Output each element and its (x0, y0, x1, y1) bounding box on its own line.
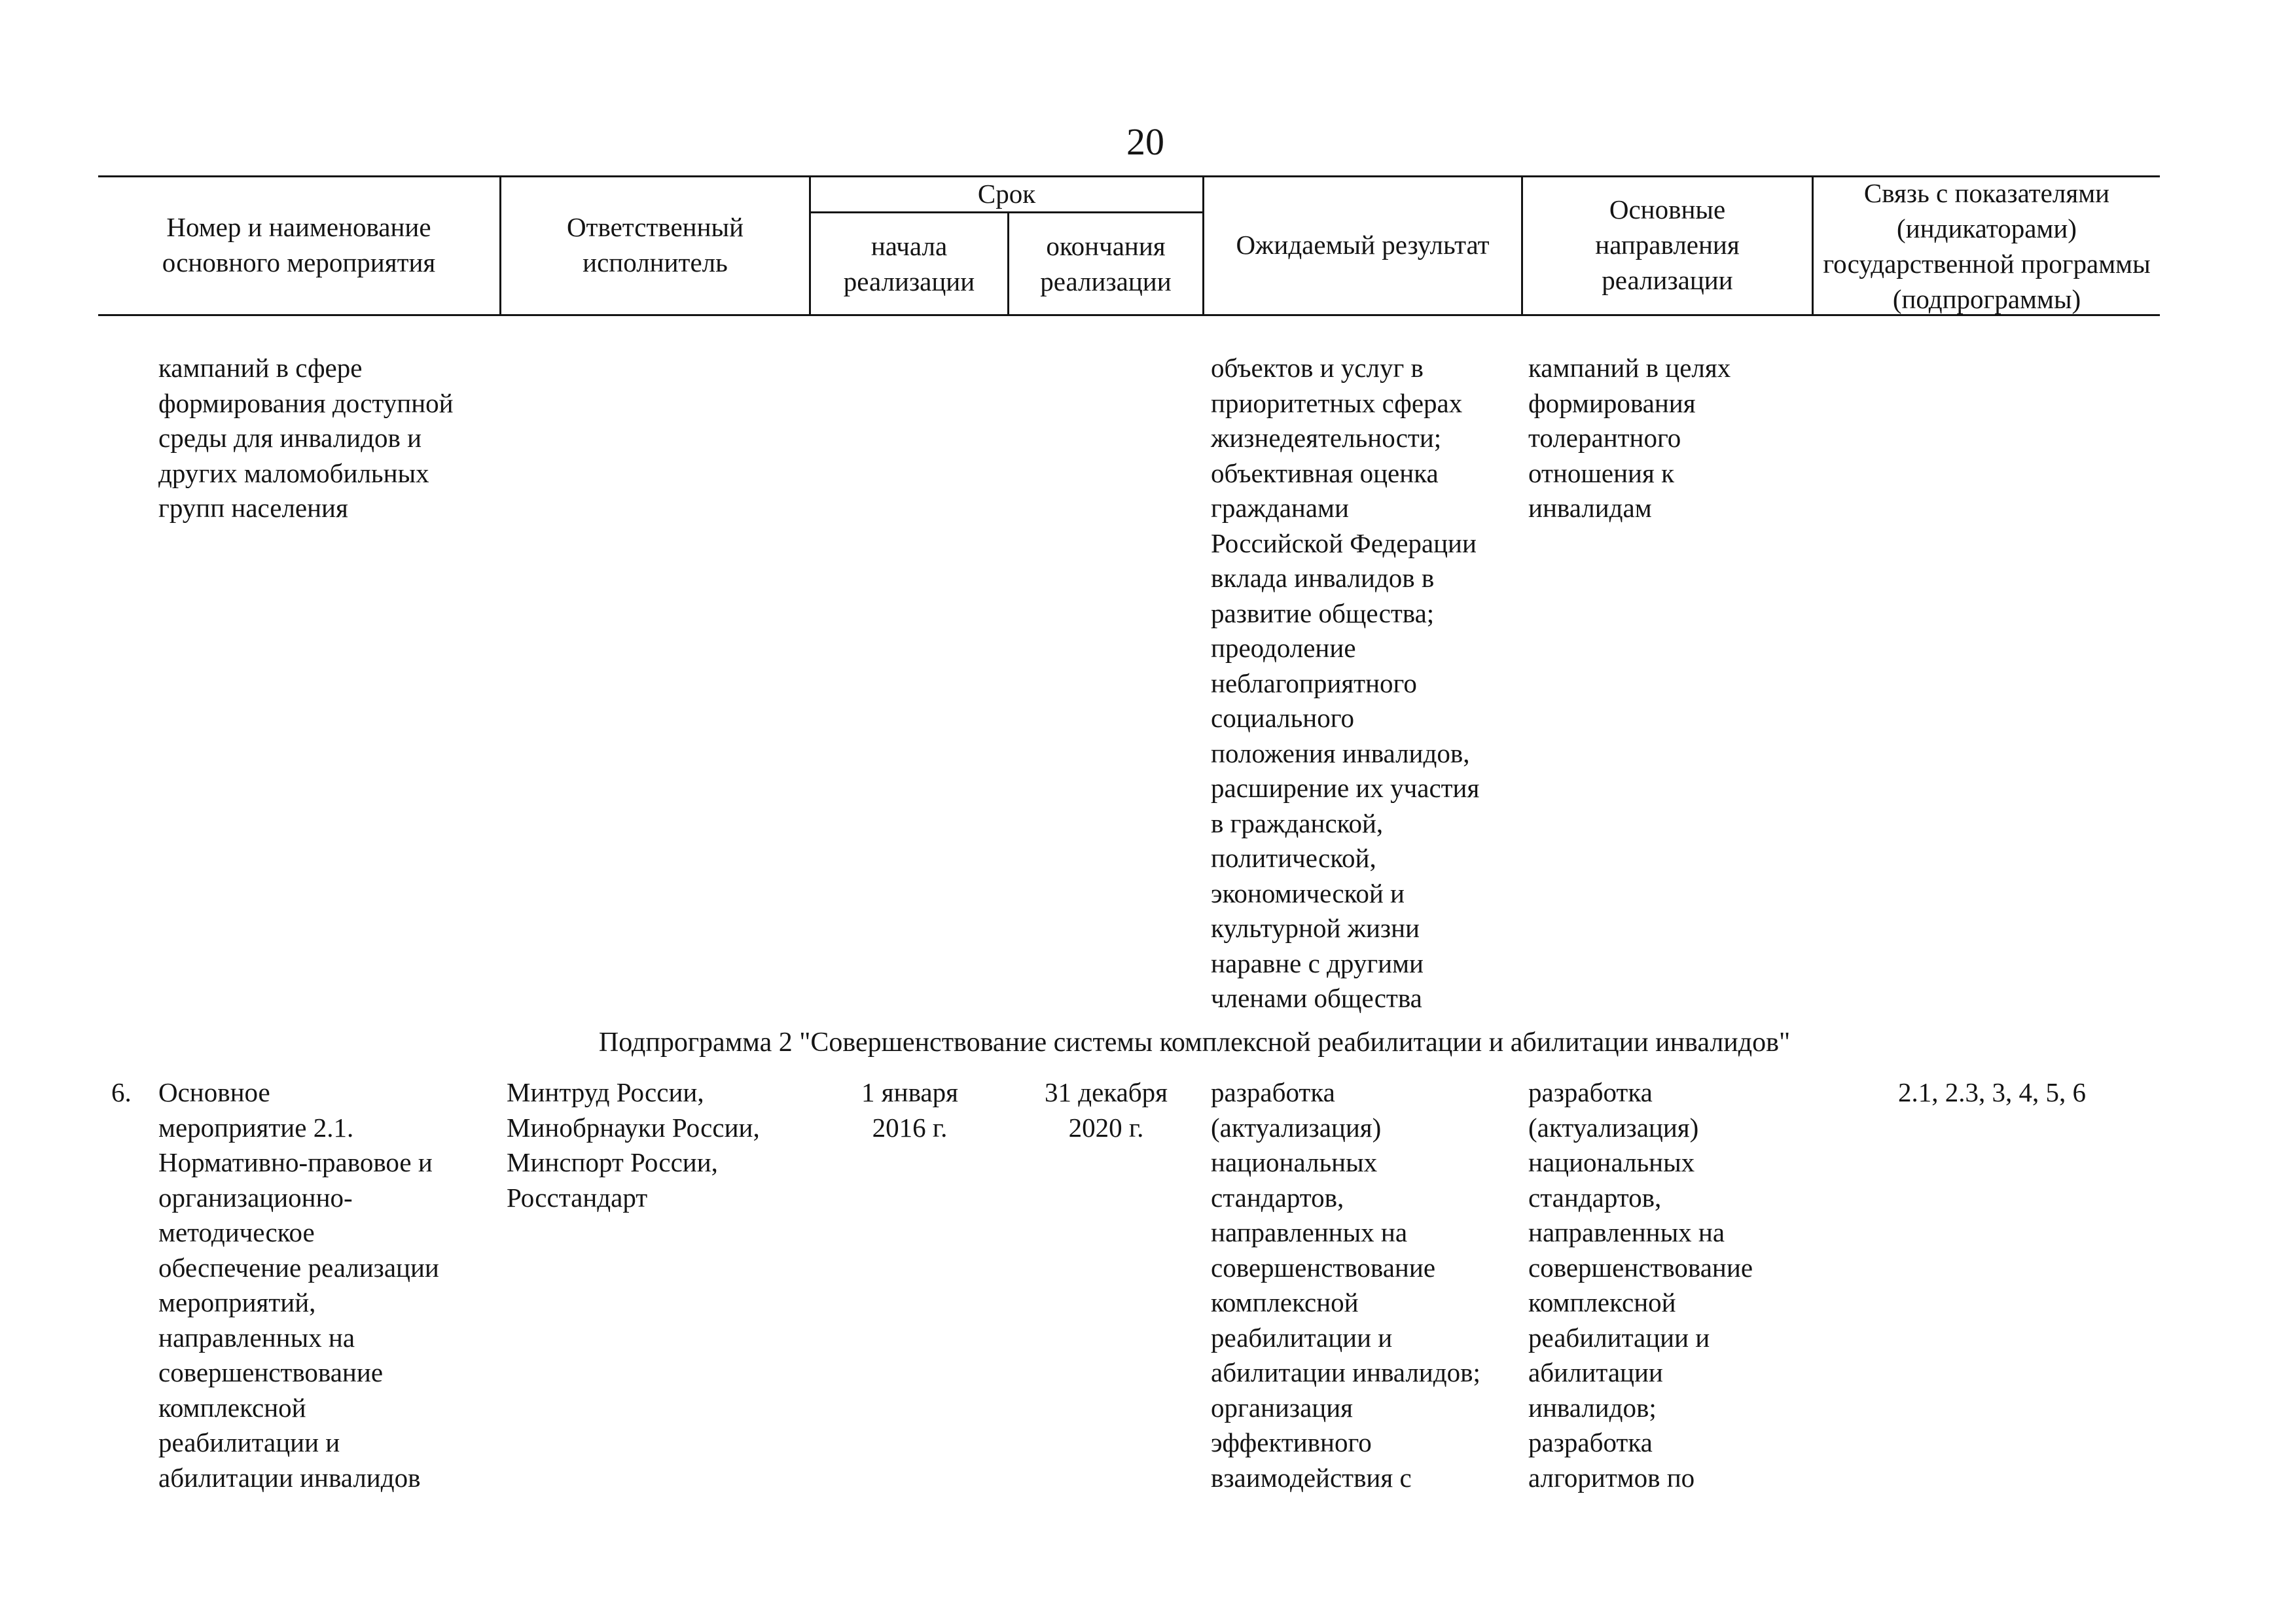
header-start-cell (811, 213, 1007, 314)
header-name-label: Номер и наименование основного мероприятия (162, 212, 436, 277)
header-directions-cell (1523, 175, 1812, 314)
header-result-cell (1204, 175, 1521, 314)
header-end-label: окончания реализации (1040, 231, 1172, 296)
header-start-label: начала реализации (843, 231, 975, 296)
header-executor-cell (501, 175, 809, 314)
header-term-label: Срок (977, 178, 1036, 209)
header-directions-label: Основные направления реализации (1595, 194, 1740, 295)
row-6-name: Основное мероприятие 2.1. Нормативно-правовое и организационно- методическое обеспечение реализации мероприятий, направленных на совершенствование комплексной реабилитации и абилитации инвалидов (158, 1077, 439, 1493)
row-6-number: 6. (111, 1077, 132, 1107)
header-result-label: Ожидаемый результат (1236, 230, 1490, 260)
row-6-directions: разработка (актуализация) национальных стандартов, направленных на совершенствование комплексной реабилитации и абилитации инвалидов; разработка алгоритмов по (1528, 1077, 1753, 1493)
header-name-cell (98, 175, 499, 314)
continued-row-result: объектов и услуг в приоритетных сферах жизнедеятельности; объективная оценка гражданами Российской Федерации вклада инвалидов в развитие общества; преодоление неблагоприятного социального положения инвалидов, расширение их участия в гражданской, политической, экономической и культурной жизни наравне с другими членами общества (1211, 353, 1480, 1013)
row-6-result: разработка (актуализация) национальных стандартов, направленных на совершенствование комплексной реабилитации и абилитации инвалидов; организация эффективного взаимодействия с (1211, 1077, 1480, 1493)
header-indicators-cell (1814, 177, 2160, 315)
subprogram-title: Подпрограмма 2 "Совершенствование системы комплексной реабилитации и абилитации инвалидов" (598, 1027, 1791, 1058)
row-6-indicators: 2.1, 2.3, 3, 4, 5, 6 (1898, 1077, 2086, 1107)
header-term-cell (811, 175, 1202, 211)
continued-row-directions: кампаний в целях формирования толерантного отношения к инвалидам (1528, 353, 1731, 523)
row-6-executor: Минтруд России, Минобрнауки России, Минспорт России, Росстандарт (507, 1077, 760, 1213)
page-number: 20 (1126, 120, 1164, 163)
continued-row-name: кампаний в сфере формирования доступной среды для инвалидов и других маломобильных групп населения (158, 353, 454, 523)
header-indicators-label: Связь с показателями (индикаторами) государственной программы (подпрограммы) (1823, 178, 2151, 314)
row-6-start: 1 января 2016 г. (861, 1077, 958, 1143)
header-end-cell (1009, 213, 1202, 314)
row-6-end: 31 декабря 2020 г. (1044, 1077, 1168, 1143)
header-executor-label: Ответственный исполнитель (566, 212, 744, 277)
